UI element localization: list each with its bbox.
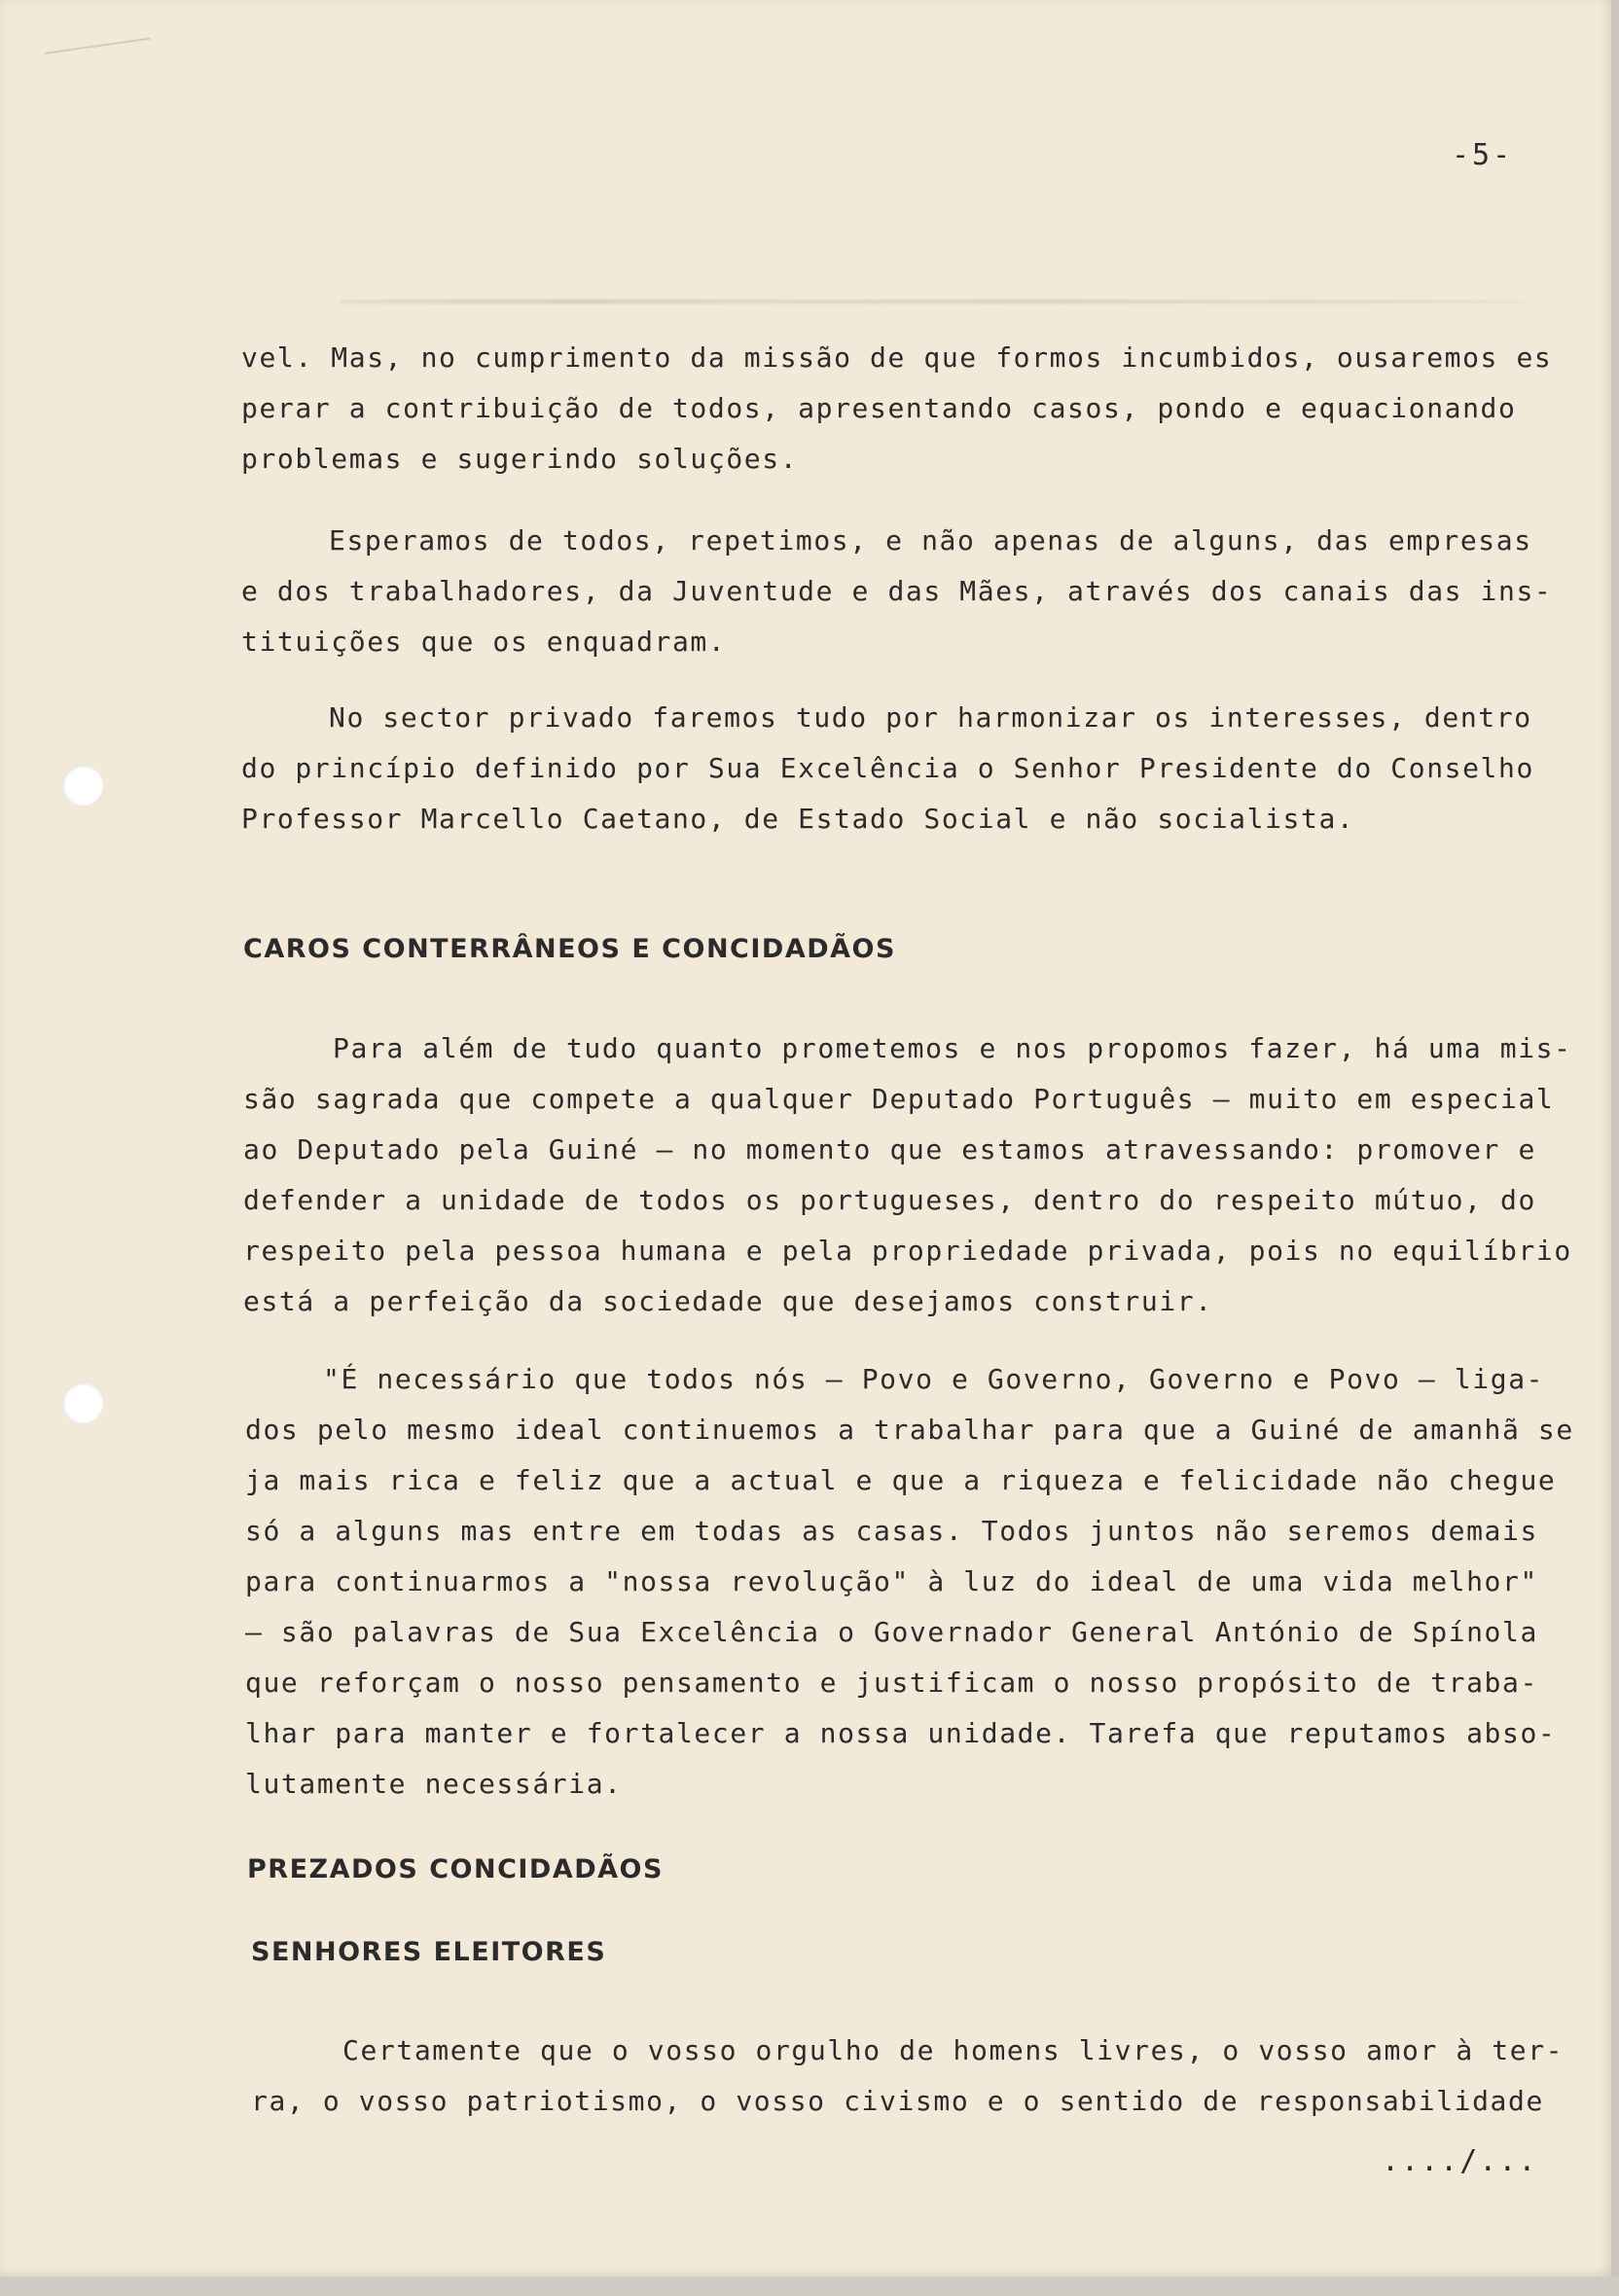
section-heading-caros: CAROS CONTERRÂNEOS E CONCIDADÃOS — [243, 934, 896, 964]
paragraph-line: Professor Marcello Caetano, de Estado Social e não socialista. — [241, 803, 1355, 835]
section-heading-prezados: PREZADOS CONCIDADÃOS — [247, 1854, 664, 1884]
paragraph-line: só a alguns mas entre em todas as casas. Todos juntos não seremos demais — [245, 1515, 1538, 1547]
paragraph-line: e dos trabalhadores, da Juventude e das Mães, através dos canais das ins- — [241, 575, 1553, 607]
paragraph-line: dos pelo mesmo ideal continuemos a trabalhar para que a Guiné de amanhã se — [245, 1414, 1574, 1446]
paragraph-line: Certamente que o vosso orgulho de homens livres, o vosso amor à ter- — [342, 2034, 1565, 2066]
paragraph-line: respeito pela pessoa humana e pela propriedade privada, pois no equilíbrio — [243, 1235, 1572, 1267]
section-heading-senhores: SENHORES ELEITORES — [251, 1937, 607, 1967]
paragraph-line: Para além de tudo quanto prometemos e nos propomos fazer, há uma mis- — [333, 1032, 1572, 1064]
scan-edge-bottom — [0, 2277, 1619, 2296]
paragraph-line: do princípio definido por Sua Excelência o Senhor Presidente do Conselho — [241, 752, 1534, 784]
paragraph-line: ja mais rica e feliz que a actual e que a riqueza e felicidade não chegue — [245, 1464, 1557, 1496]
paragraph-4 — [243, 1023, 1572, 1327]
paragraph-line: problemas e sugerindo soluções. — [241, 443, 799, 475]
page-number: -5- — [1452, 138, 1514, 172]
paragraph-line: está a perfeição da sociedade que desejamos construir. — [243, 1285, 1213, 1317]
paragraph-line: que reforçam o nosso pensamento e justificam o nosso propósito de traba- — [245, 1667, 1538, 1699]
paragraph-line: Esperamos de todos, repetimos, e não apenas de alguns, das empresas — [329, 524, 1532, 556]
paragraph-6 — [251, 2026, 1564, 2127]
paragraph-line: No sector privado faremos tudo por harmonizar os interesses, dentro — [329, 701, 1532, 734]
paragraph-line: defender a unidade de todos os portugueses, dentro do respeito mútuo, do — [243, 1184, 1536, 1216]
corner-crease — [45, 38, 157, 93]
scan-edge-right — [1611, 0, 1619, 2296]
paragraph-line: tituições que os enquadram. — [241, 626, 727, 658]
paragraph-line: lhar para manter e fortalecer a nossa unidade. Tarefa que reputamos abso- — [245, 1717, 1557, 1749]
paragraph-line: são sagrada que compete a qualquer Deputado Português — muito em especial — [243, 1083, 1555, 1115]
faded-typewriter-line — [341, 292, 1528, 311]
paragraph-line: vel. Mas, no cumprimento da missão de que formos incumbidos, ousaremos es — [241, 341, 1553, 374]
punch-hole-top — [62, 765, 103, 806]
paragraph-2 — [241, 516, 1552, 667]
paragraph-line: ao Deputado pela Guiné — no momento que estamos atravessando: promover e — [243, 1133, 1536, 1166]
continuation-marker: ..../... — [1382, 2144, 1538, 2178]
paragraph-line: lutamente necessária. — [245, 1768, 623, 1800]
paragraph-line: "É necessário que todos nós — Povo e Governo, Governo e Povo — liga- — [323, 1363, 1545, 1395]
paragraph-line: perar a contribuição de todos, apresentando casos, pondo e equacionando — [241, 392, 1517, 424]
paragraph-1 — [241, 333, 1552, 484]
paragraph-3 — [241, 693, 1534, 844]
paragraph-5-quotation — [245, 1354, 1574, 1810]
paragraph-line: para continuarmos a "nossa revolução" à luz do ideal de uma vida melhor" — [245, 1565, 1538, 1597]
paragraph-line: ra, o vosso patriotismo, o vosso civismo e o sentido de responsabilidade — [251, 2085, 1544, 2117]
paragraph-line: — são palavras de Sua Excelência o Governador General António de Spínola — [245, 1616, 1538, 1648]
punch-hole-bottom — [62, 1382, 103, 1423]
